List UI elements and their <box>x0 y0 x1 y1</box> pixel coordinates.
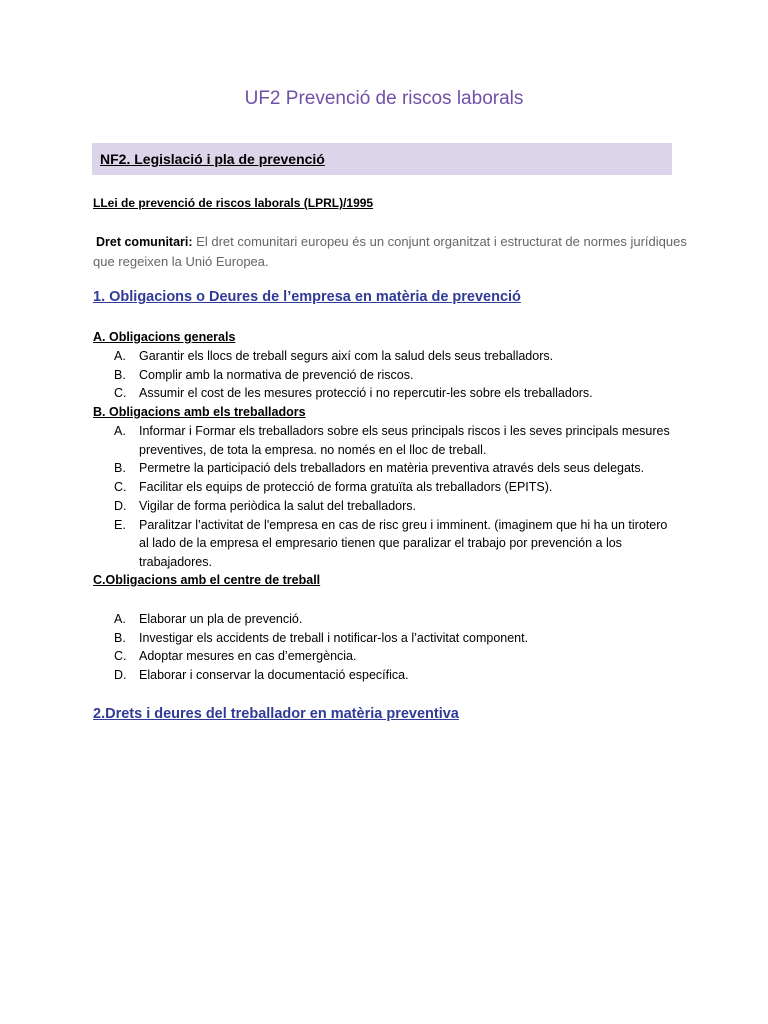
group-c-list <box>114 610 674 685</box>
group-c-prefix: C. <box>93 573 106 587</box>
list-item: D. Vigilar de forma periòdica la salut del treballadors. <box>114 498 417 513</box>
group-a-list <box>114 347 674 403</box>
list-item: D. Elaborar i conservar la documentació específica. <box>114 668 409 683</box>
list-item: C. Adoptar mesures en cas d’emergència. <box>114 649 357 664</box>
list-item: B. Permetre la participació dels treballadors en matèria preventiva através dels seus delegats. <box>114 461 645 476</box>
list-item: A. Elaborar un pla de prevenció. <box>114 612 303 626</box>
banner-heading: NF2. Legislació i pla de prevenció <box>100 151 325 167</box>
dret-text: El dret comunitari europeu és un conjunt organitzat i estructurat de normes jurídiques que regeixen la Unió Europea. <box>93 234 687 269</box>
group-c-title-text: Obligacions amb el centre de treball <box>105 573 321 587</box>
list-item: A. Informar i Formar els treballadors sobre els seus principals riscos i les seves principals mesures preventives, de tota la empresa. no només en el lloc de treball. <box>114 424 670 457</box>
list-item: B. Investigar els accidents de treball i notificar-los a l’activitat component. <box>114 630 529 645</box>
group-a-title: A. Obligacions generals <box>93 330 236 344</box>
law-title: LLei de prevenció de riscos laborals (LPRL)/1995 <box>93 196 374 210</box>
list-item: E. Paralitzar l’activitat de l'empresa en cas de risc greu i imminent. (imaginem que hi ha un tirotero al lado de la empresa el empresario tienen que paralizar el trabajo por prevención a los trabajadores. <box>114 517 668 569</box>
page-title: UF2 Prevenció de riscos laborals <box>244 88 524 109</box>
group-b-list <box>114 422 674 572</box>
dret-label: Dret comunitari: <box>96 235 193 249</box>
list-item: B. Complir amb la normativa de prevenció de riscos. <box>114 367 414 382</box>
list-item: C. Assumir el cost de les mesures protecció i no repercutir-les sobre els treballadors. <box>114 386 593 401</box>
section2-heading: 2.Drets i deures del treballador en matèria preventiva <box>93 706 459 722</box>
list-item: C. Facilitar els equips de protecció de forma gratuïta als treballadors (EPITS). <box>114 480 553 495</box>
group-c-title <box>93 573 320 587</box>
list-item: A. Garantir els llocs de treball segurs així com la salud dels seus treballadors. <box>114 349 554 363</box>
dret-comunitari-paragraph <box>93 232 693 271</box>
section-banner <box>92 143 672 175</box>
section1-heading: 1. Obligacions o Deures de l’empresa en matèria de prevenció <box>93 289 521 305</box>
group-b-title: B. Obligacions amb els treballadors <box>93 405 306 419</box>
